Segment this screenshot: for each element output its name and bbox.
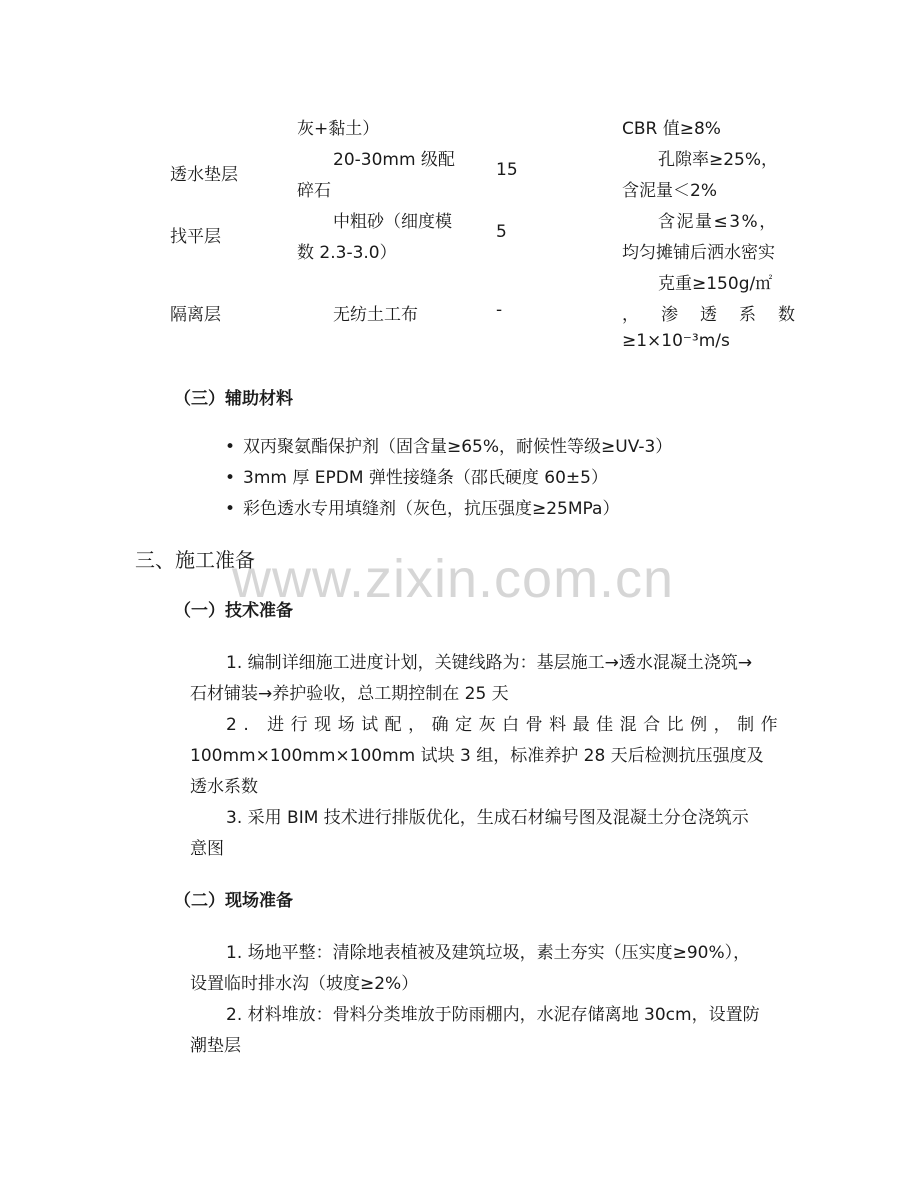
table-cell-requirement: 孔隙率≥25%， [658, 150, 779, 170]
table-cell-requirement: CBR 值≥8% [622, 119, 721, 139]
subsection-title-site: （二）现场准备 [174, 891, 293, 911]
table-cell-thickness: 5 [496, 222, 507, 242]
table-cell-requirement: ，渗透系数 [622, 305, 817, 325]
table-cell-material: 灰+黏土） [297, 119, 380, 139]
table-cell-material: 数 2.3-3.0） [297, 243, 397, 263]
table-cell-layer: 隔离层 [170, 305, 221, 325]
paragraph-line: 100mm×100mm×100mm 试块 3 组，标准养护 28 天后检测抗压强度及 [190, 746, 764, 766]
list-item: • 彩色透水专用填缝剂（灰色，抗压强度≥25MPa） [225, 494, 672, 525]
list-item: • 3mm 厚 EPDM 弹性接缝条（邵氏硬度 60±5） [225, 463, 672, 494]
paragraph-line: 透水系数 [190, 777, 258, 797]
table-cell-thickness: - [496, 300, 503, 320]
paragraph-line: 潮垫层 [190, 1036, 241, 1056]
watermark: www.zixin.com.cn [232, 549, 675, 609]
table-cell-requirement: 含泥量＜2% [622, 181, 717, 201]
paragraph-line: 石材铺装→养护验收，总工期控制在 25 天 [190, 684, 509, 704]
subsection-title-technical: （一）技术准备 [174, 601, 293, 621]
auxiliary-materials-list [225, 432, 672, 525]
paragraph-line: 1. 编制详细施工进度计划，关键线路为：基层施工→透水混凝土浇筑→ [226, 653, 753, 673]
table-cell-layer: 透水垫层 [170, 165, 238, 185]
table-cell-requirement: ≥1×10⁻³m/s [622, 331, 730, 351]
table-cell-requirement: 含泥量≤3%， [658, 212, 778, 232]
section-title: 三、施工准备 [135, 548, 255, 572]
table-cell-material: 无纺土工布 [333, 305, 418, 325]
paragraph-line: 2. 材料堆放：骨料分类堆放于防雨棚内，水泥存储离地 30cm，设置防 [226, 1005, 760, 1025]
table-cell-material: 20-30mm 级配 [333, 150, 455, 170]
list-item: • 双丙聚氨酯保护剂（固含量≥65%，耐候性等级≥UV-3） [225, 432, 672, 463]
paragraph-line: 1. 场地平整：清除地表植被及建筑垃圾，素土夯实（压实度≥90%）， [226, 943, 751, 963]
table-cell-material: 碎石 [297, 181, 331, 201]
table-cell-thickness: 15 [496, 160, 518, 180]
table-cell-requirement: 均匀摊铺后洒水密实 [622, 243, 775, 263]
paragraph-line: 意图 [190, 839, 224, 859]
paragraph-line: 设置临时排水沟（坡度≥2%） [190, 974, 419, 994]
table-cell-layer: 找平层 [170, 227, 221, 247]
subsection-title-auxiliary: （三）辅助材料 [174, 389, 293, 409]
paragraph-line: 3. 采用 BIM 技术进行排版优化，生成石材编号图及混凝土分仓浇筑示 [226, 808, 749, 828]
table-cell-requirement: 克重≥150g/㎡ [658, 274, 773, 294]
table-cell-material: 中粗砂（细度模 [333, 212, 452, 232]
paragraph-line: 2. 进行现场试配，确定灰白骨料最佳混合比例，制作 [226, 715, 785, 735]
